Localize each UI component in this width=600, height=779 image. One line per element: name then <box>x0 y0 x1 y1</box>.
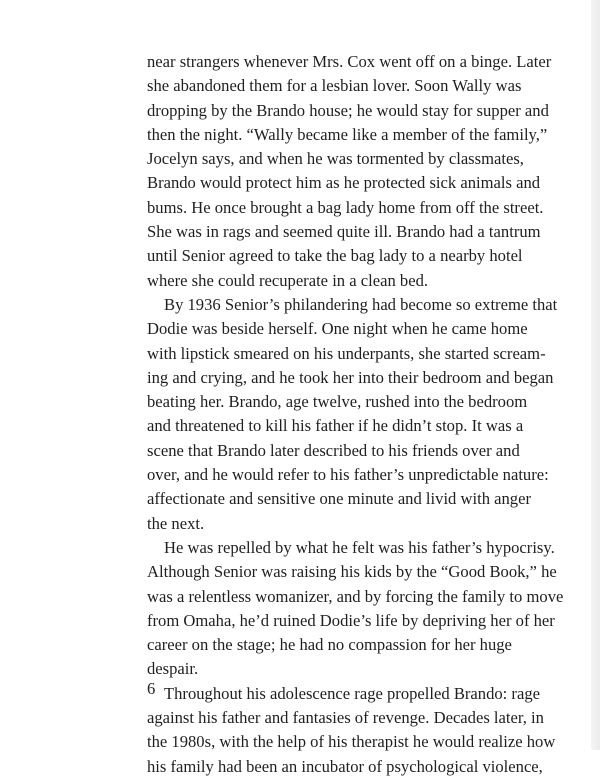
page-edge-shadow <box>591 0 600 750</box>
text-line: beating her. Brando, age twelve, rushed into the bedroom <box>147 392 528 412</box>
text-line: his family had been an incubator of psychological violence, <box>147 756 543 776</box>
paragraph-2 <box>147 293 558 536</box>
paragraph-4 <box>147 682 556 779</box>
text-line: from Omaha, he’d ruined Dodie’s life by depriving her of her <box>147 610 555 630</box>
text-line: the 1980s, with the help of his therapist he would realize how <box>147 732 556 752</box>
paragraph-1 <box>147 50 552 293</box>
text-line: over, and he would refer to his father’s unpredictable nature: <box>147 465 549 485</box>
text-line: bums. He once brought a bag lady home from off the street. <box>147 197 544 217</box>
paragraph-3 <box>147 536 564 682</box>
text-line: and threatened to kill his father if he didn’t stop. It was a <box>147 416 524 436</box>
text-line: Throughout his adolescence rage propelled Brando: rage <box>164 683 540 703</box>
text-line: Dodie was beside herself. One night when he came home <box>147 319 528 339</box>
body-text <box>147 50 564 779</box>
text-line: despair. <box>147 659 199 679</box>
text-line: she abandoned them for a lesbian lover. Soon Wally was <box>147 76 522 96</box>
text-line: He was repelled by what he felt was his father’s hypocrisy. <box>164 537 555 557</box>
page-number: 6 <box>147 679 156 698</box>
text-line: was a relentless womanizer, and by forcing the family to move <box>147 586 564 606</box>
text-line: scene that Brando later described to his friends over and <box>147 440 520 460</box>
text-line: against his father and fantasies of revenge. Decades later, in <box>147 708 544 728</box>
text-line: career on the stage; he had no compassion for her huge <box>147 635 512 655</box>
text-line: until Senior agreed to take the bag lady to a nearby hotel <box>147 246 523 266</box>
text-line: where she could recuperate in a clean bed. <box>147 270 429 290</box>
text-line: near strangers whenever Mrs. Cox went off on a binge. Later <box>147 52 552 71</box>
text-line: Brando would protect him as he protected sick animals and <box>147 173 541 193</box>
text-line: ing and crying, and he took her into their bedroom and began <box>147 367 554 387</box>
text-line: Although Senior was raising his kids by the “Good Book,” he <box>147 562 557 582</box>
text-line: Jocelyn says, and when he was tormented by classmates, <box>147 149 524 169</box>
text-line: then the night. “Wally became like a member of the family,” <box>147 124 548 144</box>
text-line: dropping by the Brando house; he would stay for supper and <box>147 100 549 120</box>
text-line: with lipstick smeared on his underpants, she started scream- <box>147 343 546 363</box>
text-line: the next. <box>147 513 205 533</box>
text-line: She was in rags and seemed quite ill. Brando had a tantrum <box>147 222 541 242</box>
text-line: affectionate and sensitive one minute and livid with anger <box>147 489 531 509</box>
text-line: By 1936 Senior’s philandering had become so extreme that <box>164 294 558 314</box>
